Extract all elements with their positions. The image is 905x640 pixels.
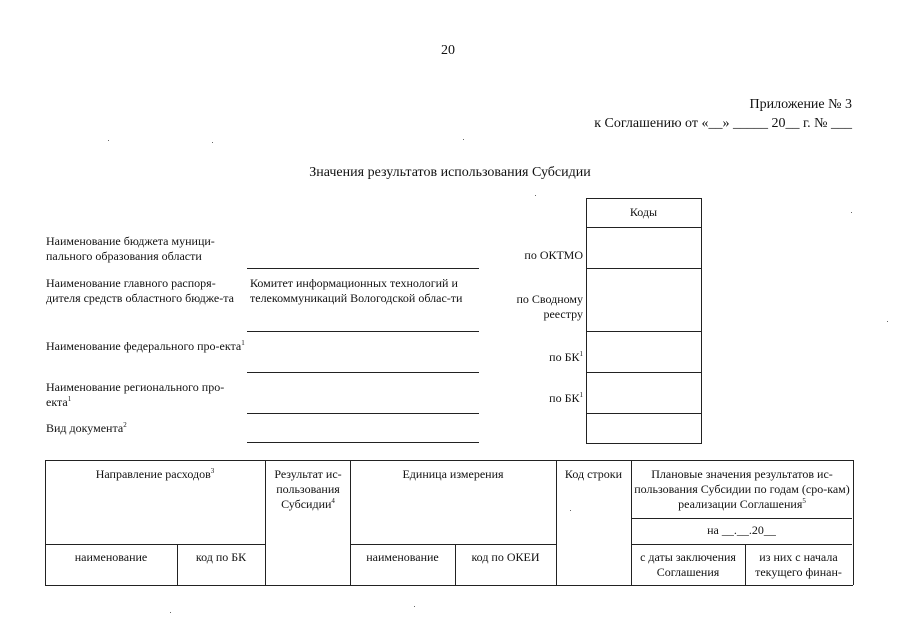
subheader-expense-bk-code: код по БК: [195, 550, 247, 564]
code-label-oktmo: по ОКТМО: [524, 248, 583, 262]
field-underline-regional-project: [247, 413, 479, 414]
subheader-unit-name: наименование: [366, 550, 439, 564]
code-label-svodny-reestr: по Сводному реестру: [516, 292, 583, 321]
header-expense-direction: Направление расходов$^3$: [95, 467, 215, 481]
header-planned-values: Плановые значения результатов ис-пользования Субсидии по годам (сро-кам) реализации Соглашения$^5$: [634, 467, 850, 511]
subheader-from-year-start: из них с начала текущего финан-: [755, 550, 842, 579]
subheader-from-agreement-date: с даты заключения Соглашения: [640, 550, 736, 579]
code-label-bk-federal: по $БК^1$: [549, 350, 583, 364]
field-label-federal-project: Наименование федерального про-екта$^1$: [46, 339, 245, 353]
codes-header: Коды: [629, 205, 658, 219]
header-unit: Единица измерения: [402, 467, 504, 481]
field-label-document-type: Вид документа$^2$: [46, 421, 127, 435]
appendix-agreement-ref: к Соглашению от «__» _____ 20__ г. № ___: [594, 116, 852, 131]
field-underline-main-manager: [247, 331, 479, 332]
field-value-main-manager: Комитет информационных технологий и телекоммуникаций Вологодской облас-ти: [250, 276, 463, 305]
field-underline-budget: [247, 268, 479, 269]
subheader-expense-name: наименование: [74, 550, 148, 564]
code-label-bk-regional: по $БК^1$: [549, 391, 583, 405]
subheader-okei-code: код по ОКЕИ: [471, 550, 540, 564]
field-label-budget: Наименование бюджета муници-пального образования области: [46, 234, 215, 263]
document-title: Значения результатов использования Субсидии: [309, 165, 591, 180]
field-label-regional-project: Наименование регионального про-екта$^1$: [46, 380, 225, 409]
field-underline-document-type: [247, 442, 479, 443]
page-number: 20: [441, 43, 455, 58]
field-label-main-manager: Наименование главного распоря-дителя средств областного бюдже-та: [46, 276, 234, 305]
codes-box: [586, 198, 702, 444]
header-result: Результат ис-пользования Субсидии$^4$: [274, 467, 342, 511]
field-underline-federal-project: [247, 372, 479, 373]
header-row-code: Код строки: [564, 467, 623, 481]
header-date: на __.__.20__: [707, 523, 776, 537]
appendix-title: Приложение № 3: [749, 97, 852, 112]
